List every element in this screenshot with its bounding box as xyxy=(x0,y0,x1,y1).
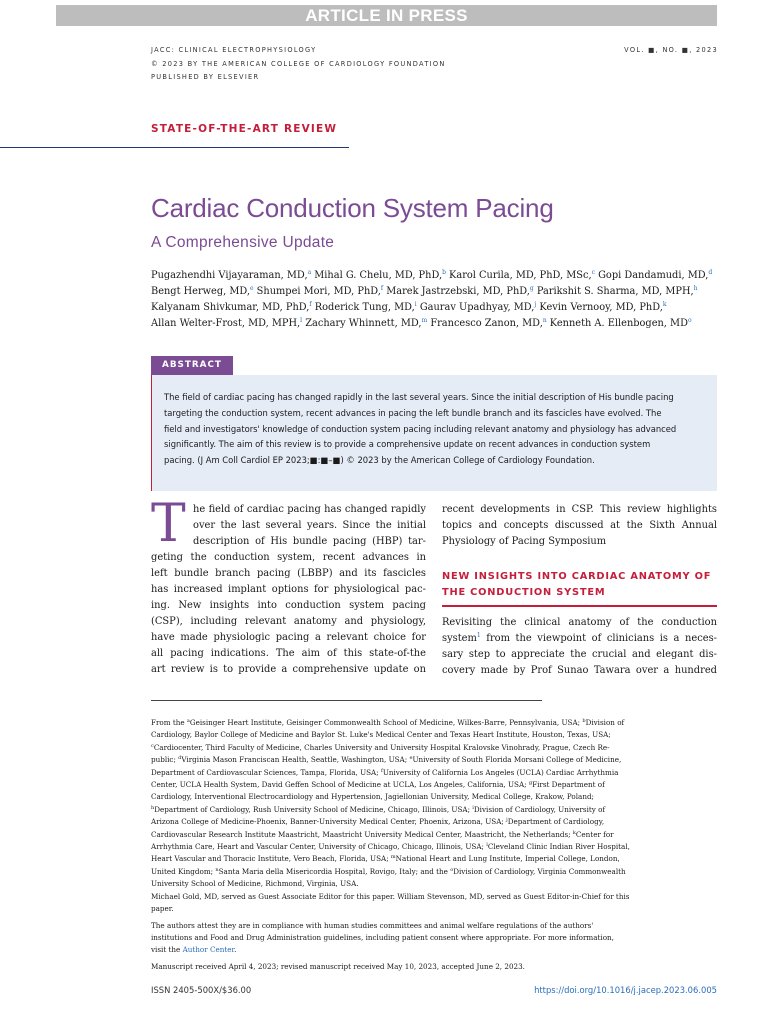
author-line xyxy=(151,300,721,316)
body-line: (CSP), including relevant anatomy and physiology, xyxy=(151,616,426,627)
affiliation-line xyxy=(151,853,717,865)
affiliation-link[interactable]: j xyxy=(534,301,537,308)
affiliation-text: National Heart and Lung Institute, Imperial College, London, xyxy=(395,854,620,864)
affiliation-line xyxy=(151,816,717,828)
affiliation-line xyxy=(151,791,717,803)
body-line: topics and concepts discussed at the Sixth Annual xyxy=(442,520,717,531)
author-line xyxy=(151,316,721,332)
body-column-right xyxy=(442,502,717,550)
author-line xyxy=(151,284,721,300)
journal-name: JACC: CLINICAL ELECTROPHYSIOLOGY xyxy=(151,46,317,54)
affiliation-marker: b xyxy=(582,718,586,724)
affiliation-text: United Kingdom; xyxy=(151,866,216,876)
affiliation-text: Division of Cardiology, Virginia Commonwealth xyxy=(453,866,626,876)
abstract-text xyxy=(164,390,709,469)
author-name: Allan Welter-Frost, MD, MPH, xyxy=(151,318,301,329)
affiliation-line xyxy=(151,841,717,853)
body-line: over the last several years. Since the initial xyxy=(193,520,426,531)
affiliation-text: Center for xyxy=(575,829,614,839)
body-line: all pacing indications. The aim of this state-of-the xyxy=(151,648,426,659)
affiliation-marker: e xyxy=(409,755,413,762)
publisher-line: PUBLISHED BY ELSEVIER xyxy=(151,73,260,81)
abstract-line: pacing. (J Am Coll Cardiol EP 2023;■:■–■) © 2023 by the American College of Cardiology Foundation. xyxy=(164,455,595,466)
author-name: Roderick Tung, MD, xyxy=(311,302,415,313)
body-line: ing. New insights into conduction system pacing xyxy=(151,600,426,611)
attestation: institutions and Food and Drug Administration guidelines, including patient consent where appropriate. For more information, xyxy=(151,932,614,942)
author-name: Marek Jastrzebski, MD, PhD, xyxy=(383,286,530,297)
author-line xyxy=(151,268,721,284)
volume-info: VOL. ■, NO. ■, 2023 xyxy=(624,46,718,54)
affiliation-line xyxy=(151,767,717,779)
affiliation-line xyxy=(151,829,717,841)
affiliation-text: First Department of xyxy=(532,780,605,790)
author-name: Karol Curila, MD, PhD, MSc, xyxy=(445,270,592,281)
editor-note: paper. xyxy=(151,904,174,914)
affiliation-line xyxy=(151,866,717,878)
body-line: sary step to appreciate the crucial and elegant dis- xyxy=(442,649,717,660)
reference-link[interactable]: 1 xyxy=(476,632,481,639)
journal-meta xyxy=(151,44,446,85)
affiliation-text: Santa Maria della Misericordia Hospital, Rovigo, Italy; and the xyxy=(218,866,451,876)
author-name: Gopi Dandamudi, MD, xyxy=(594,270,709,281)
affiliation-marker: a xyxy=(186,718,190,724)
affiliation-marker: d xyxy=(178,755,182,762)
affiliation-link[interactable]: d xyxy=(708,269,713,276)
affiliation-link[interactable]: l xyxy=(300,317,303,324)
body-line: Physiology of Pacing Symposium xyxy=(442,536,607,547)
affiliation-marker: l xyxy=(486,842,488,849)
body-line: geting the conduction system, recent advances in xyxy=(151,552,426,563)
affiliation-marker: c xyxy=(151,742,154,749)
affiliation-link[interactable]: f xyxy=(309,301,312,308)
affiliation-line xyxy=(151,754,717,766)
affiliation-text: University of South Florida Morsani College of Medicine, xyxy=(412,755,622,765)
author-name: Shumpei Mori, MD, PhD, xyxy=(253,286,381,297)
affiliation-text: Division of Cardiology, University of xyxy=(473,804,606,814)
body-column-left xyxy=(151,502,426,678)
author-name: Francesco Zanon, MD, xyxy=(427,318,543,329)
affiliation-marker: j xyxy=(506,817,508,824)
affiliation-text: public; xyxy=(151,755,179,765)
affiliation-marker: o xyxy=(450,866,454,873)
affiliation-line xyxy=(151,804,717,816)
affiliation-link[interactable]: h xyxy=(693,285,698,292)
author-list xyxy=(151,268,721,332)
body-line: he ﬁeld of cardiac pacing has changed rapidly xyxy=(193,504,426,515)
affiliation-link[interactable]: o xyxy=(687,317,692,324)
body-line: Revisiting the clinical anatomy of the conduction xyxy=(442,617,717,628)
section-heading-rule xyxy=(442,605,717,607)
affiliation-text: Cardiovascular Research Institute Maastricht, Maastricht University Medical Center, Maastricht, the Netherlands; xyxy=(151,829,573,839)
affiliation-link[interactable]: g xyxy=(529,285,534,292)
affiliation-marker: n xyxy=(215,866,219,873)
body-line: system$^1$ from the viewpoint of clinicians is a neces- xyxy=(442,632,717,644)
affiliation-line xyxy=(151,878,717,890)
affiliation-text: Arizona College of Medicine-Phoenix, Banner-University Medical Center, Phoenix, Arizona, USA; xyxy=(151,817,507,827)
abstract-line: signiﬁcantly. The aim of this review is to provide a comprehensive update on recent advances in conduction system xyxy=(164,439,651,450)
body-line: art review is to provide a comprehensive update on xyxy=(151,664,426,675)
author-center-link[interactable]: Author Center xyxy=(182,945,235,955)
affiliation-line xyxy=(151,779,717,791)
body-column-right-paragraph xyxy=(442,615,717,679)
affiliation-marker: m xyxy=(390,854,396,861)
footnote-rule xyxy=(151,700,542,701)
affiliation-text: University School of Medicine, Richmond, Virginia, USA. xyxy=(151,879,359,889)
affiliation-link[interactable]: a xyxy=(307,269,312,276)
copyright-line: © 2023 BY THE AMERICAN COLLEGE OF CARDIOLOGY FOUNDATION xyxy=(151,59,446,68)
affiliation-text: Cleveland Clinic Indian River Hospital, xyxy=(487,842,630,852)
body-line: covery made by Prof Sunao Tawara over a hundred xyxy=(442,665,717,676)
affiliation-line xyxy=(151,729,717,741)
article-title: Cardiac Conduction System Pacing xyxy=(151,193,554,223)
author-name: Mihal G. Chelu, MD, PhD, xyxy=(311,270,443,281)
affiliation-marker: g xyxy=(528,780,533,787)
affiliation-marker: h xyxy=(151,804,155,811)
affiliation-text: Virginia Mason Franciscan Health, Seattle, Washington, USA; xyxy=(181,755,410,765)
section-label: STATE-OF-THE-ART REVIEW xyxy=(151,123,338,135)
body-line: recent developments in CSP. This review highlights xyxy=(442,504,717,515)
attestation: The authors attest they are in compliance with human studies committees and animal welfare regulations of the authors' xyxy=(151,920,594,930)
editor-note: Michael Gold, MD, served as Guest Associate Editor for this paper. William Stevenson, MD, served as Guest Editor-in-Chief for this xyxy=(151,891,630,901)
affiliation-link[interactable]: e xyxy=(250,285,254,292)
affiliation-text: Heart Vascular and Thoracic Institute, Vero Beach, Florida, USA; xyxy=(151,854,391,864)
affiliation-link[interactable]: m xyxy=(421,317,428,324)
affiliation-text: University of California Los Angeles (UCLA) Cardiac Arrhythmia xyxy=(382,767,619,777)
author-name: Pugazhendhi Vijayaraman, MD, xyxy=(151,270,308,281)
affiliation-text: Department of Cardiology, xyxy=(507,817,605,827)
affiliations xyxy=(151,717,717,891)
affiliation-text: Cardiology, Baylor College of Medicine and Baylor St. Luke's Medical Center and Texas Heart Institute, Houston, Texas, USA; xyxy=(151,730,611,740)
body-line: description of His bundle pacing (HBP) tar- xyxy=(193,536,426,547)
drop-cap: T xyxy=(151,494,186,554)
body-line: has increased implant options for physiological pac- xyxy=(151,584,426,595)
abstract-line: targeting the conduction system, recent advances in pacing the left bundle branch and its fascicles have evolved. The xyxy=(164,407,662,418)
author-name: Bengt Herweg, MD, xyxy=(151,286,250,297)
abstract-box xyxy=(151,375,717,491)
author-name: Gaurav Upadhyay, MD, xyxy=(416,302,535,313)
affiliation-link[interactable]: c xyxy=(591,269,595,276)
doi-link[interactable]: https://doi.org/10.1016/j.jacep.2023.06.005 xyxy=(534,985,717,995)
article-in-press-banner: ARTICLE IN PRESS xyxy=(56,5,717,26)
author-name: Zachary Whinnett, MD, xyxy=(302,318,422,329)
affiliation-marker: k xyxy=(572,829,576,836)
abstract-line: The ﬁeld of cardiac pacing has changed rapidly in the last several years. Since the initial description of His bundle pacing xyxy=(164,392,674,402)
section-rule xyxy=(0,147,349,148)
affiliation-text: Division of xyxy=(585,718,625,727)
abstract-label: ABSTRACT xyxy=(151,356,233,375)
abstract-line: ﬁeld and investigators' knowledge of conduction system pacing including relevant anatomy and physiology has advanced xyxy=(164,423,677,434)
affiliation-line xyxy=(151,717,717,729)
attestation: visit the Author Center. xyxy=(151,945,237,955)
body-line: have made physiologic pacing a relevant choice for xyxy=(151,632,426,643)
affiliation-link[interactable]: n xyxy=(542,317,547,324)
affiliation-text: Cardiocenter, Third Faculty of Medicine, Charles University and University Hospital Kralovske Vinohrady, Prague, Czech Re- xyxy=(153,742,610,752)
affiliation-link[interactable]: i xyxy=(414,301,417,308)
affiliation-text: Cardiology, Interventional Electrocardiology and Hypertension, Jagiellonian University, Medical College, Krakow, Poland; xyxy=(151,792,594,802)
manuscript-dates: Manuscript received April 4, 2023; revised manuscript received May 10, 2023, accepted June 2, 2023. xyxy=(151,961,525,971)
affiliation-link[interactable]: f xyxy=(380,285,384,292)
affiliation-text: Department of Cardiovascular Sciences, Tampa, Florida, USA; xyxy=(151,767,381,777)
affiliation-text: Center, UCLA Health System, David Geffen School of Medicine at UCLA, Los Angeles, California, USA; xyxy=(151,780,529,790)
issn: ISSN 2405-500X/$36.00 xyxy=(151,985,252,995)
affiliation-marker: i xyxy=(472,804,474,811)
affiliation-link[interactable]: k xyxy=(662,301,667,308)
author-name: Kevin Vernooy, MD, PhD, xyxy=(536,302,663,313)
affiliation-text: Geisinger Heart Institute, Geisinger Commonwealth School of Medicine, Wilkes-Barre, Pennsylvania, USA; xyxy=(189,718,583,727)
footnotes xyxy=(151,717,717,973)
body-line: left bundle branch pacing (LBBP) and its fascicles xyxy=(151,568,426,579)
affiliation-text: Arrhythmia Care, Heart and Vascular Center, University of Chicago, Chicago, Illinois, USA; xyxy=(151,842,487,852)
affiliation-text: From the xyxy=(151,718,187,727)
affiliation-marker: f xyxy=(380,767,383,774)
section-heading: NEW INSIGHTS INTO CARDIAC ANATOMY OF THE CONDUCTION SYSTEM xyxy=(442,571,712,598)
author-name: Kenneth A. Ellenbogen, MD xyxy=(546,318,688,329)
affiliation-text: Department of Cardiology, Rush University School of Medicine, Chicago, Illinois, USA; xyxy=(154,804,473,814)
affiliation-line xyxy=(151,742,717,754)
affiliation-link[interactable]: b xyxy=(442,269,446,276)
author-name: Parikshit S. Sharma, MD, MPH, xyxy=(533,286,694,297)
article-subtitle: A Comprehensive Update xyxy=(151,234,335,251)
author-name: Kalyanam Shivkumar, MD, PhD, xyxy=(151,302,310,313)
